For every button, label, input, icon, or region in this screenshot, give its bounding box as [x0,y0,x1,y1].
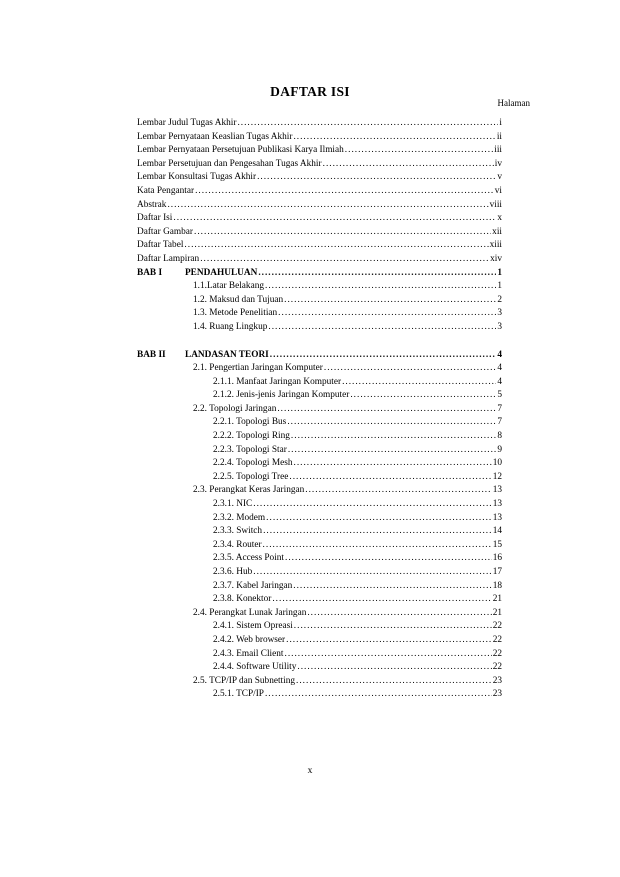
entry-title: Lembar Pernyataan Persetujuan Publikasi Karya Ilmiah [137,145,344,156]
dot-leader [253,566,491,580]
entry-page-number: 13 [492,485,502,496]
entry-page-number: 22 [492,634,502,645]
entry-title: Lembar Pernyataan Keaslian Tugas Akhir [137,131,293,142]
dot-leader [345,144,493,158]
dot-leader [258,267,496,281]
entry-title: 2.4.2. Web browser [213,634,286,645]
entry-page-number: 13 [492,499,502,510]
entry-page-number: 8 [497,431,502,442]
entry-title: 2.2.3. Topologi Star [213,444,287,455]
toc-subsection-entry[interactable] [137,457,502,471]
entry-title: Daftar Lampiran [137,253,200,264]
entry-page-number: 5 [497,390,502,401]
entry-page-number: viii [489,199,502,210]
toc-section-entry[interactable] [137,675,502,689]
toc-subsection-entry[interactable] [137,620,502,634]
toc-subsection-entry[interactable] [137,430,502,444]
dot-leader [286,634,492,648]
toc-entry[interactable] [137,158,502,172]
entry-page-number: 16 [492,553,502,564]
entry-title: Kata Pengantar [137,185,195,196]
entry-title: 2.4.3. Email Client [213,648,284,659]
dot-leader [294,457,492,471]
dot-leader [296,675,492,689]
page-number: x [307,766,313,776]
toc-entry[interactable] [137,239,502,253]
entry-title: 2.3.3. Switch [213,526,263,537]
dot-leader [257,171,496,185]
toc-subsection-entry[interactable] [137,593,502,607]
toc-subsection-entry[interactable] [137,471,502,485]
dot-leader [284,294,496,308]
entry-page-number: 17 [492,567,502,577]
entry-title: 2.2.5. Topologi Tree [213,471,289,482]
page-column-label: Halaman [497,98,530,108]
entry-page-number: 1 [497,281,502,292]
entry-title: 2.4.4. Software Utility [213,662,297,673]
entry-page-number: 12 [492,471,502,482]
toc-section-entry[interactable] [137,307,502,321]
entry-title: Lembar Persetujuan dan Pengesahan Tugas Akhir [137,158,322,169]
toc-section-entry[interactable] [137,403,502,417]
entry-title: 2.5. TCP/IP dan Subnetting [193,675,296,686]
entry-page-number: 7 [497,417,502,428]
entry-page-number: 21 [492,607,502,618]
dot-leader [291,430,496,444]
entry-page-number: 4 [497,349,502,360]
toc-subsection-entry[interactable] [137,389,502,403]
toc-subsection-entry[interactable] [137,444,502,458]
entry-title: 2.3.2. Modem [213,512,266,523]
toc-subsection-entry[interactable] [137,634,502,648]
entry-page-number: x [497,213,502,224]
entry-page-number: 7 [497,403,502,414]
toc-section-entry[interactable] [137,294,502,308]
toc-entry[interactable] [137,253,502,267]
toc-subsection-entry[interactable] [137,416,502,430]
entry-title: 2.2.4. Topologi Mesh [213,458,293,469]
entry-title: 2.4. Perangkat Lunak Jaringan [193,607,307,618]
entry-title: PENDAHULUAN [185,267,258,278]
entry-title: Daftar Gambar [137,226,194,237]
dot-leader [200,253,489,267]
entry-title: LANDASAN TEORI [185,349,269,360]
toc-subsection-entry[interactable] [137,688,502,702]
toc-entry[interactable] [137,171,502,185]
entry-title: 1.4. Ruang Lingkup [193,321,268,332]
entry-title: 2.2.2. Topologi Ring [213,431,290,442]
toc-chapter-entry[interactable] [137,349,502,363]
toc-section-entry[interactable] [137,280,502,294]
dot-leader [293,580,491,594]
entry-page-number: 22 [492,648,502,659]
entry-page-number: iii [494,145,502,156]
dot-leader [270,349,497,363]
entry-page-number: 14 [492,526,502,537]
dot-leader [294,620,492,634]
dot-leader [253,498,491,512]
toc-subsection-entry[interactable] [137,539,502,553]
entry-page-number: iv [494,158,502,169]
toc-entry[interactable] [137,185,502,199]
toc-subsection-entry[interactable] [137,580,502,594]
entry-page-number: 18 [492,580,502,591]
toc-subsection-entry[interactable] [137,566,502,580]
dot-leader [342,376,496,390]
entry-page-number: 13 [492,512,502,523]
entry-title: 2.1.2. Jenis-jenis Jaringan Komputer [213,390,350,401]
dot-leader [293,131,495,145]
dot-leader [277,403,496,417]
toc-entry[interactable] [137,117,502,131]
entry-page-number: v [497,172,502,183]
dot-leader [324,362,496,376]
dot-leader [297,661,491,675]
dot-leader [288,444,497,458]
dot-leader [278,307,496,321]
toc-entry[interactable] [137,131,502,145]
table-of-contents [137,117,502,702]
dot-leader [265,688,492,702]
toc-entry[interactable] [137,199,502,213]
entry-title: 1.1.Latar Belakang [193,281,264,292]
toc-subsection-entry[interactable] [137,525,502,539]
entry-title: 2.2. Topologi Jaringan [193,403,277,414]
dot-leader [272,593,491,607]
entry-page-number: 3 [497,321,502,332]
entry-title: 2.5.1. TCP/IP [213,689,264,700]
dot-leader [237,117,498,131]
toc-section-entry[interactable] [137,321,502,335]
entry-title: 1.2. Maksud dan Tujuan [193,294,284,305]
entry-title: 2.2.1. Topologi Bus [213,417,287,428]
toc-entry[interactable] [137,212,502,226]
entry-title: 2.3. Perangkat Keras Jaringan [193,485,305,496]
toc-chapter-entry[interactable] [137,267,502,281]
entry-page-number: 10 [492,458,502,469]
dot-leader [285,648,492,662]
entry-title: 2.3.6. Hub [213,567,253,577]
entry-title: Abstrak [137,199,167,210]
entry-page-number: 2 [497,294,502,305]
entry-page-number: 4 [497,376,502,387]
entry-title: 2.3.7. Kabel Jaringan [213,580,293,591]
dot-leader [263,525,492,539]
dot-leader [265,280,496,294]
entry-page-number: ii [496,131,502,142]
entry-title: 2.3.4. Router [213,539,262,550]
page-title: DAFTAR ISI [270,84,350,99]
entry-title: 2.1.1. Manfaat Jaringan Komputer [213,376,342,387]
entry-title: 2.3.5. Access Point [213,553,285,564]
dot-leader [323,158,494,172]
entry-page-number: xiii [489,240,502,251]
toc-subsection-entry[interactable] [137,648,502,662]
entry-title: 2.4.1. Sistem Opreasi [213,621,293,632]
dot-leader [263,539,492,553]
dot-leader [307,607,491,621]
dot-leader [195,185,494,199]
entry-title: Lembar Konsultasi Tugas Akhir [137,172,257,183]
entry-page-number: 4 [497,363,502,374]
toc-subsection-entry[interactable] [137,661,502,675]
entry-page-number: 3 [497,308,502,319]
dot-leader [350,389,496,403]
entry-page-number: vi [494,185,502,196]
dot-leader [184,239,488,253]
toc-entry[interactable] [137,144,502,158]
entry-page-number: xiv [490,253,502,264]
dot-leader [289,471,491,485]
dot-leader [194,226,491,240]
entry-page-number: 1 [497,267,502,278]
entry-title: 2.3.1. NIC [213,499,253,510]
dot-leader [173,212,496,226]
entry-page-number: 22 [492,662,502,673]
entry-title: 1.3. Metode Penelitian [193,308,278,319]
chapter-number: BAB II [137,349,166,360]
toc-subsection-entry[interactable] [137,512,502,526]
entry-title: 2.3.8. Konektor [213,594,272,605]
toc-entry[interactable] [137,226,502,240]
entry-page-number: 22 [492,621,502,632]
dot-leader [305,484,491,498]
entry-title: Daftar Isi [137,213,173,224]
dot-leader [287,416,496,430]
chapter-number: BAB I [137,267,163,278]
entry-page-number: xii [492,226,502,237]
entry-page-number: 15 [492,539,502,550]
entry-page-number: 23 [492,675,502,686]
toc-section-entry[interactable] [137,362,502,376]
dot-leader [268,321,496,335]
toc-section-entry[interactable] [137,607,502,621]
dot-leader [167,199,488,213]
entry-page-number: 23 [492,689,502,700]
entry-title: Daftar Tabel [137,240,184,251]
toc-subsection-entry[interactable] [137,552,502,566]
toc-subsection-entry[interactable] [137,376,502,390]
dot-leader [285,552,492,566]
entry-page-number: 9 [497,444,502,455]
dot-leader [266,512,492,526]
toc-section-entry[interactable] [137,484,502,498]
toc-subsection-entry[interactable] [137,498,502,512]
entry-title: 2.1. Pengertian Jaringan Komputer [193,363,323,374]
entry-title: Lembar Judul Tugas Akhir [137,118,237,128]
entry-page-number: 21 [492,594,502,605]
entry-page-number: i [499,118,502,128]
